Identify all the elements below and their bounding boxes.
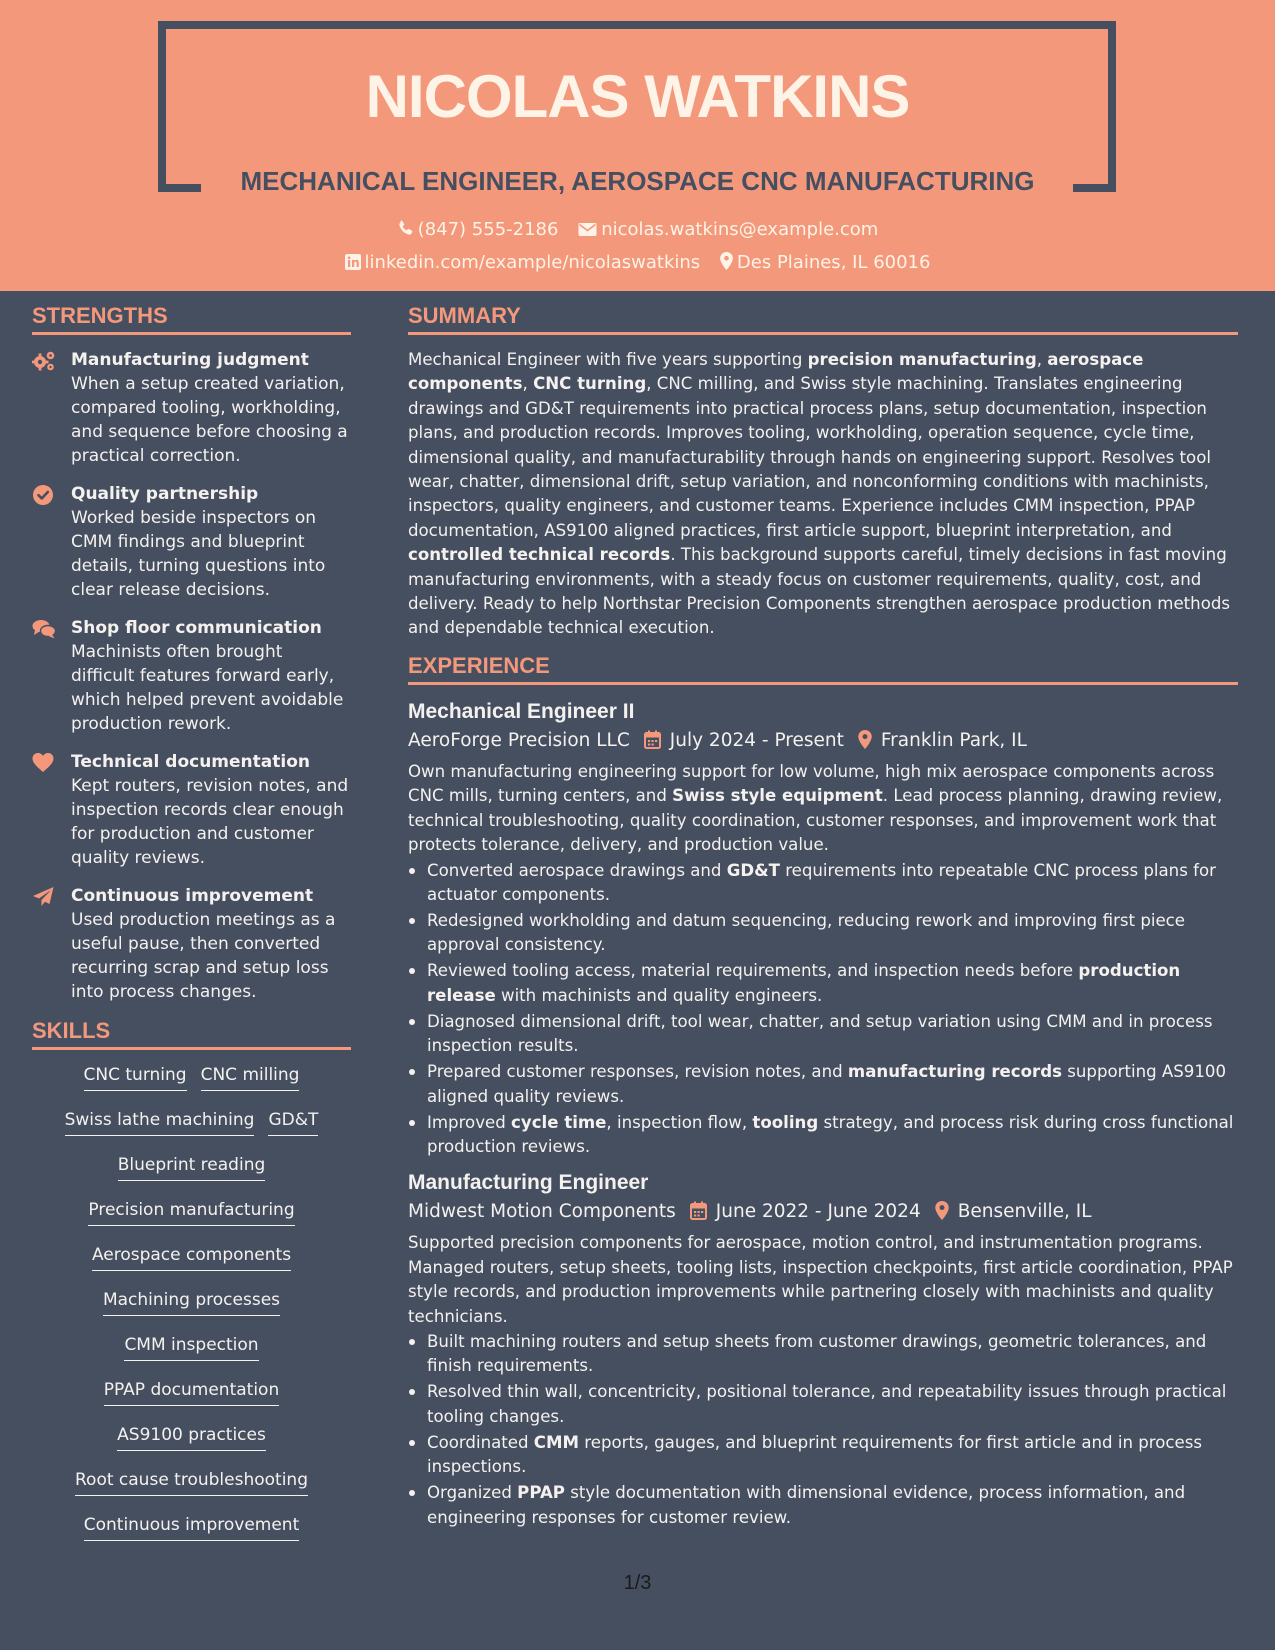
bullet-item (408, 859, 1238, 908)
bold-text: manufacturing records (847, 1062, 1062, 1082)
text-run: Redesigned workholding and datum sequencing, reducing rework and improving first piece approval consistency. (427, 910, 1186, 955)
job-title: Manufacturing Engineer (408, 1171, 649, 1195)
bold-text: controlled technical records (408, 545, 671, 565)
text-run: Improved (427, 1112, 512, 1132)
strength-desc: Machinists often brought difficult features forward early, which helped prevent avoidable production rework. (71, 642, 344, 734)
job-title: Mechanical Engineer II (408, 699, 635, 723)
location-text: Des Plaines, IL 60016 (736, 252, 931, 273)
strength-item (32, 750, 351, 870)
check-circle-icon (32, 484, 56, 506)
text-run: Resolved thin wall, concentricity, positional tolerance, and repeatability issues through practical tooling changes. (427, 1382, 1227, 1426)
skill-tag: Blueprint reading (118, 1153, 266, 1181)
strength-item (32, 616, 351, 736)
bold-text: CMM (533, 1432, 579, 1452)
job-meta (408, 1197, 1238, 1227)
bold-text: precision manufacturing (807, 350, 1037, 369)
company-name: Midwest Motion Components (408, 1201, 676, 1223)
skill-tag: Swiss lathe machining (65, 1108, 255, 1136)
summary-heading: SUMMARY (408, 303, 1238, 335)
text-run: . Lead process planning, drawing review, technical troubleshooting, quality coordination, customer responses, and improvement work that protects tolerance, delivery, and production value. (408, 786, 1223, 855)
experience-heading: EXPERIENCE (408, 653, 1238, 685)
skill-row (32, 1423, 351, 1468)
linkedin-icon (345, 254, 361, 270)
right-column (408, 303, 1238, 1540)
job-location: Franklin Park, IL (880, 729, 1027, 751)
text-run: with machinists and quality engineers. (495, 985, 823, 1005)
skill-row (32, 1243, 351, 1288)
text-run: supporting AS9100 aligned quality reviews. (427, 1062, 1227, 1106)
calendar-icon (690, 1201, 707, 1220)
calendar-icon (644, 730, 661, 749)
bullet-item (408, 1330, 1238, 1379)
skill-tag: AS9100 practices (117, 1423, 266, 1451)
summary-text (408, 348, 1238, 641)
bullet-item (408, 1431, 1238, 1480)
skill-tag: GD&T (268, 1108, 318, 1136)
bullet-item (408, 1111, 1238, 1160)
strength-desc: Kept routers, revision notes, and inspection records clear enough for production and customer quality reviews. (71, 776, 349, 868)
job-entry (408, 1169, 1238, 1530)
comments-icon (32, 618, 56, 640)
bold-text: CNC turning (533, 374, 647, 394)
strength-title: Technical documentation (71, 752, 310, 772)
bold-text: PPAP (517, 1483, 565, 1503)
skill-row (32, 1513, 351, 1558)
text-run: Supported precision components for aerospace, motion control, and instrumentation programs. Managed routers, setup sheets, tooling lists, inspection checkpoints, first article coordination, PPAP style records, and production improvements while partnering closely with machinists and quality technicians. (408, 1233, 1233, 1326)
job-description (408, 760, 1238, 858)
strength-item (32, 482, 351, 602)
skill-row (32, 1063, 351, 1108)
text-run: Prepared customer responses, revision notes, and (427, 1062, 848, 1082)
linkedin-text: linkedin.com/example/nicolaswatkins (364, 252, 701, 273)
strength-item (32, 348, 351, 468)
text-run: Built machining routers and setup sheets from customer drawings, geometric tolerances, and finish requirements. (427, 1331, 1207, 1376)
text-run: style documentation with dimensional evidence, process information, and engineering responses for customer review. (427, 1483, 1186, 1527)
bullet-item (408, 959, 1238, 1008)
strengths-heading: STRENGTHS (32, 303, 351, 335)
skill-tag: Aerospace components (92, 1243, 291, 1271)
text-run: , CNC milling, and Swiss style machining. Translates engineering drawings and GD&T requirements into practical process plans, setup documentation, inspection plans, and production records. Improves tooling, workholding, operation sequence, cycle time, dimensional quality, and manufacturability through hands on engineering support. Resolves tool wear, chatter, dimensional drift, setup variation, and nonconforming conditions with machinists, inspectors, quality engineers, and customer teams. Experience includes CMM inspection, PPAP documentation, AS9100 aligned practices, first article support, blueprint interpretation, and (408, 374, 1211, 540)
job-description (408, 1231, 1238, 1329)
strength-item (32, 884, 351, 1004)
candidate-name: NICOLAS WATKINS (365, 63, 910, 130)
text-run: requirements into repeatable CNC process plans for actuator components. (427, 860, 1216, 904)
strength-desc: When a setup created variation, compared tooling, workholding, and sequence before choosing a practical correction. (71, 374, 348, 466)
skill-row (32, 1468, 351, 1513)
bullet-item (408, 1481, 1238, 1530)
skill-row (32, 1153, 351, 1198)
job-bullets (408, 859, 1238, 1160)
skill-tag: Machining processes (103, 1288, 280, 1316)
text-run: Mechanical Engineer with five years supporting (408, 350, 808, 369)
gears-icon (32, 350, 56, 372)
job-title-headline: MECHANICAL ENGINEER, AEROSPACE CNC MANUFACTURING (240, 166, 1035, 196)
skill-tag: CNC turning (84, 1063, 187, 1091)
bold-text: Swiss style equipment (672, 786, 883, 806)
bullet-item (408, 1060, 1238, 1109)
job-location: Bensenville, IL (957, 1201, 1092, 1223)
strength-title: Shop floor communication (71, 618, 322, 638)
skill-tag: CNC milling (201, 1063, 300, 1091)
text-run: Reviewed tooling access, material requirements, and inspection needs before (427, 961, 1079, 981)
contact-row-2 (0, 252, 1275, 273)
strength-title: Continuous improvement (71, 886, 314, 906)
envelope-icon (578, 222, 597, 237)
company-name: AeroForge Precision LLC (408, 729, 630, 751)
experience-list (408, 698, 1238, 1530)
bold-text: cycle time (511, 1112, 607, 1132)
location-contact (720, 252, 931, 273)
job-bullets (408, 1330, 1238, 1530)
bullet-item (408, 1010, 1238, 1059)
strength-title: Manufacturing judgment (71, 350, 309, 370)
map-pin-icon (935, 1201, 949, 1220)
job-entry (408, 698, 1238, 1159)
paper-plane-icon (32, 886, 56, 908)
strength-desc: Worked beside inspectors on CMM findings and blueprint details, turning questions into clear release decisions. (71, 508, 326, 600)
skill-tag: Continuous improvement (84, 1513, 300, 1541)
skill-row (32, 1108, 351, 1153)
left-column (32, 303, 351, 1558)
skill-tag: PPAP documentation (104, 1378, 279, 1406)
header-frame-foot-right (1073, 184, 1116, 192)
bullet-item (408, 1380, 1238, 1429)
text-run: strategy, and process risk during cross functional production reviews. (427, 1112, 1234, 1156)
bold-text: tooling (752, 1112, 819, 1132)
job-meta (408, 726, 1238, 756)
map-pin-icon (720, 252, 733, 270)
skills-list (32, 1063, 351, 1558)
skill-tag: Precision manufacturing (88, 1198, 294, 1226)
email-contact[interactable] (578, 219, 878, 240)
bold-text: production release (427, 961, 1181, 1005)
resume-header (0, 0, 1275, 291)
skill-row (32, 1288, 351, 1333)
map-pin-icon (858, 730, 872, 749)
skill-row (32, 1198, 351, 1243)
bold-text: GD&T (726, 860, 780, 880)
skill-tag: Root cause troubleshooting (75, 1468, 308, 1496)
heart-icon (32, 752, 56, 774)
strength-desc: Used production meetings as a useful pause, then converted recurring scrap and setup loss into process changes. (71, 910, 336, 1002)
strength-title: Quality partnership (71, 484, 259, 504)
phone-contact[interactable] (397, 219, 559, 240)
text-run: . This background supports careful, timely decisions in fast moving manufacturing environments, with a steady focus on customer requirements, quality, cost, and delivery. Ready to help Northstar Precision Components strengthen aerospace production methods and dependable technical execution. (408, 545, 1231, 638)
skill-tag: CMM inspection (124, 1333, 258, 1361)
job-dates: June 2022 - June 2024 (715, 1201, 921, 1223)
bold-text: aerospace components (408, 350, 1144, 394)
text-run: , (1036, 350, 1048, 369)
phone-icon (397, 220, 414, 237)
linkedin-contact[interactable] (345, 252, 701, 273)
skill-row (32, 1378, 351, 1423)
text-run: Converted aerospace drawings and (427, 860, 727, 880)
strengths-list (32, 348, 351, 1004)
text-run: Coordinated (427, 1432, 534, 1452)
page-number: 1/3 (623, 1572, 652, 1594)
header-frame-foot-left (158, 184, 201, 192)
contact-row-1 (0, 219, 1275, 240)
bullet-item (408, 909, 1238, 958)
job-dates: July 2024 - Present (669, 729, 844, 751)
phone-text: (847) 555-2186 (417, 219, 559, 240)
skills-heading: SKILLS (32, 1018, 351, 1050)
text-run: Organized (427, 1483, 518, 1503)
text-run: , (522, 374, 534, 394)
text-run: reports, gauges, and blueprint requirements for first article and in process inspections. (427, 1432, 1203, 1477)
email-text: nicolas.watkins@example.com (601, 219, 879, 240)
text-run: Diagnosed dimensional drift, tool wear, chatter, and setup variation using CMM and in process inspection results. (427, 1011, 1213, 1056)
text-run: , inspection flow, (606, 1112, 753, 1132)
text-run: Own manufacturing engineering support for low volume, high mix aerospace components across CNC mills, turning centers, and (408, 761, 1215, 806)
skill-row (32, 1333, 351, 1378)
